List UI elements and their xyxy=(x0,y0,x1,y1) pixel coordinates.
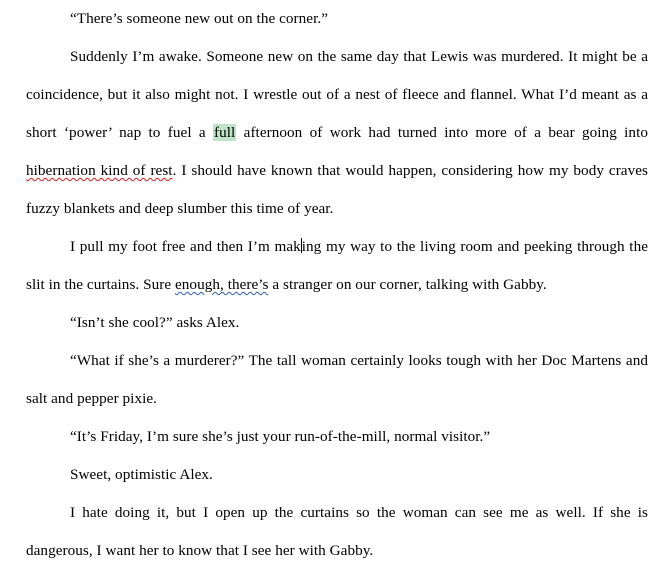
paragraph[interactable] xyxy=(26,38,648,228)
paragraph-segment-text: Suddenly I’m awake. Someone new on the same day that Lewis was murdered. It might be a coincidence, but it also might not. I wrestle out of a nest of fleece and flannel. What I’d meant as a short ‘power’ nap to fuel a xyxy=(26,48,648,141)
paragraph[interactable] xyxy=(26,418,648,456)
paragraph-text: “It’s Friday, I’m sure she’s just your run-of-the-mill, normal visitor.” xyxy=(70,428,491,445)
paragraph-segment-text: afternoon of work had turned into more of a bear going into xyxy=(236,124,648,141)
paragraph[interactable] xyxy=(26,456,648,494)
paragraph-text: “There’s someone new out on the corner.” xyxy=(70,10,328,27)
highlighted-text[interactable]: full xyxy=(214,124,236,141)
paragraph[interactable] xyxy=(26,342,648,418)
paragraph-text: Sweet, optimistic Alex. xyxy=(70,466,213,483)
paragraph-text: I hate doing it, but I open up the curtains so the woman can see me as well. If she is dangerous, I want her to know that I see her with Gabby. xyxy=(26,504,648,559)
paragraph-segment-text: . I should have known that would happen, considering how my body craves fuzzy blankets and deep slumber this time of year. xyxy=(26,162,648,217)
paragraph[interactable] xyxy=(26,494,648,570)
paragraph[interactable] xyxy=(26,304,648,342)
paragraph-segment-text: I pull my foot free and then I’m mak xyxy=(70,238,301,255)
paragraph[interactable] xyxy=(26,0,648,38)
paragraph-segment-text: ing my way to the living room and peeking through the slit in the curtains. Sure xyxy=(26,238,649,293)
paragraph-text: “Isn’t she cool?” asks Alex. xyxy=(70,314,240,331)
paragraph-segment-text: a stranger on our corner, talking with Gabby. xyxy=(268,276,547,293)
grammar-flagged-text[interactable]: enough, there’s xyxy=(174,276,269,293)
paragraph-text: “What if she’s a murderer?” The tall woman certainly looks tough with her Doc Martens and salt and pepper pixie. xyxy=(26,352,648,407)
paragraph[interactable] xyxy=(26,228,648,304)
spellcheck-flagged-text[interactable]: hibernation kind of rest xyxy=(26,162,173,179)
